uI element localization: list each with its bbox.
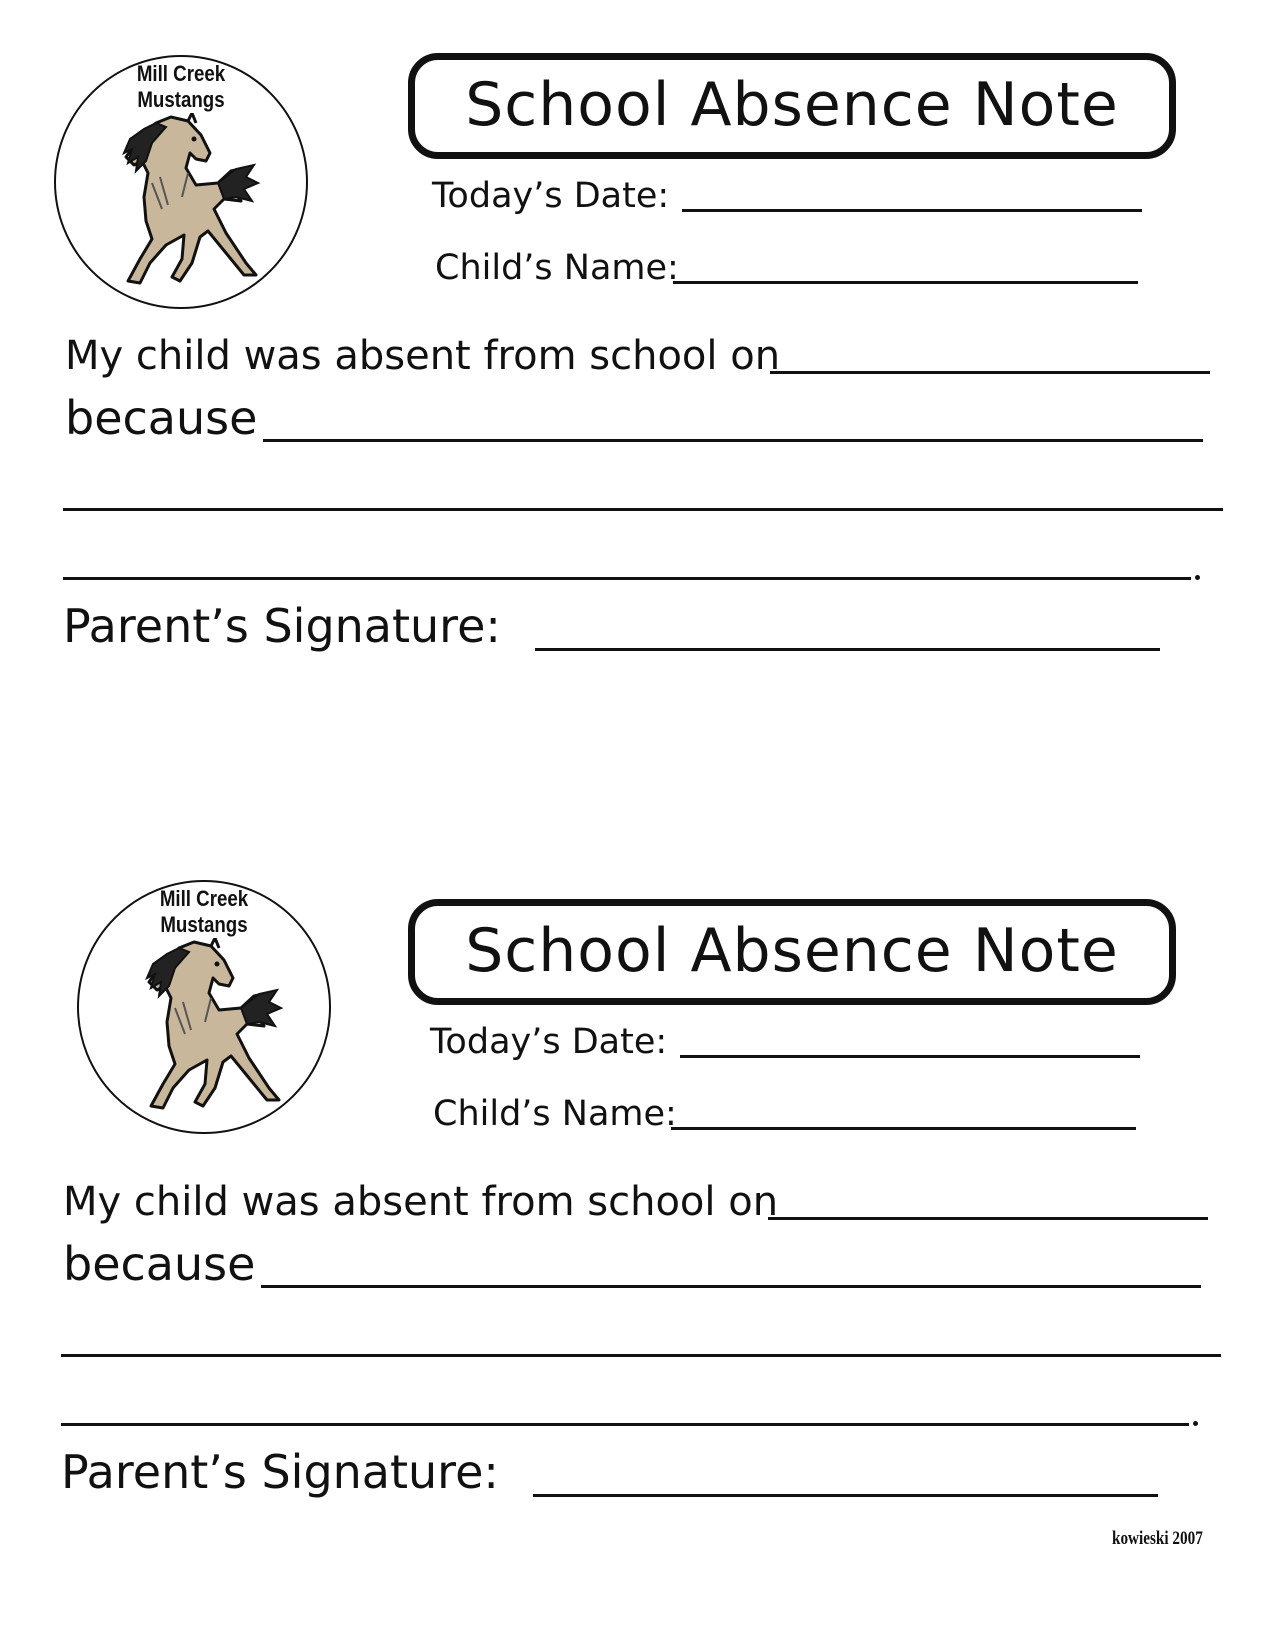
absent-date-field[interactable] [768,1217,1208,1220]
reason-field-line-3[interactable] [63,577,1191,580]
school-logo [54,55,308,309]
logo-text [98,886,311,938]
period-mark [1193,1421,1198,1426]
signature-field[interactable] [533,1494,1158,1497]
absence-note-form [0,0,1275,800]
date-label: Today’s Date: [430,1022,668,1062]
logo-school-name: Mill Creek [136,61,226,86]
school-logo [77,880,331,1134]
date-field[interactable] [680,1055,1140,1058]
date-field[interactable] [682,209,1142,212]
child-name-field[interactable] [673,281,1138,284]
signature-label: Parent’s Signature: [63,599,501,653]
child-name-label: Child’s Name: [433,1094,677,1134]
child-name-field[interactable] [671,1127,1136,1130]
reason-field-line-1[interactable] [261,1285,1201,1288]
absent-on-label: My child was absent from school on [63,1179,779,1225]
mustang-icon [96,113,266,293]
reason-field-line-2[interactable] [63,508,1223,511]
author-credit: kowieski 2007 [1112,1528,1203,1549]
because-label: because [65,391,258,445]
logo-text [75,61,288,113]
reason-field-line-1[interactable] [263,439,1203,442]
reason-field-line-3[interactable] [61,1423,1189,1426]
page-title: School Absence Note [465,916,1119,986]
child-name-label: Child’s Name: [435,248,679,288]
period-mark [1195,575,1200,580]
reason-field-line-2[interactable] [61,1354,1221,1357]
signature-field[interactable] [535,648,1160,651]
title-box [408,899,1176,1005]
mustang-icon [119,938,289,1118]
page-title: School Absence Note [465,70,1119,140]
absence-note-form [0,846,1275,1646]
logo-mascot-name: Mustangs [137,87,225,112]
absent-on-label: My child was absent from school on [65,333,781,379]
title-box [408,53,1176,159]
because-label: because [63,1237,256,1291]
logo-mascot-name: Mustangs [160,912,248,937]
logo-school-name: Mill Creek [159,886,249,911]
signature-label: Parent’s Signature: [61,1445,499,1499]
date-label: Today’s Date: [432,176,670,216]
absent-date-field[interactable] [770,371,1210,374]
